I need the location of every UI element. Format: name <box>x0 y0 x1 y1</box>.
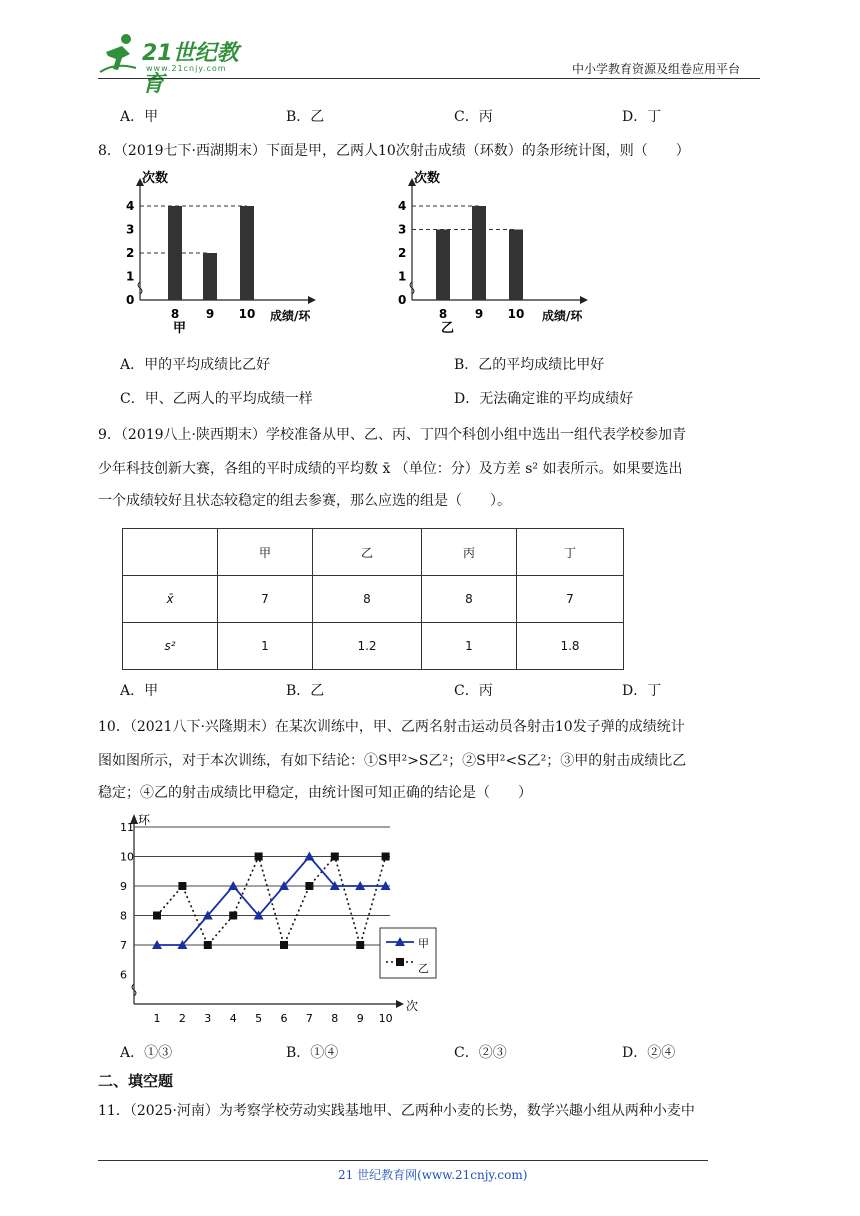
q8-stem: 8．（2019七下·西湖期末）下面是甲，乙两人10次射击成绩（环数）的条形统计图，则（ ） <box>98 143 690 159</box>
header-divider <box>98 78 760 79</box>
q9-option-a: A．甲 <box>120 683 159 699</box>
table-cell <box>123 529 218 576</box>
x-tick-label: 9 <box>474 307 484 321</box>
data-point-yi <box>255 853 263 861</box>
y-axis-label: 环 <box>138 813 151 827</box>
q7-option-b: B．乙 <box>286 109 325 125</box>
q11-stem: 11．（2025·河南）为考察学校劳动实践基地甲、乙两种小麦的长势，数学兴趣小组从两种小麦中 <box>98 1103 695 1119</box>
legend-marker-yi <box>396 958 404 966</box>
x-tick-label: 9 <box>356 1012 364 1025</box>
y-tick-label: 2 <box>126 246 135 260</box>
x-tick-label: 5 <box>255 1012 263 1025</box>
q8-option-d: D．无法确定谁的平均成绩好 <box>454 391 634 407</box>
q10-option-d: D．②④ <box>622 1045 676 1061</box>
table-header-cell: 乙 <box>313 529 422 576</box>
legend-label-yi: 乙 <box>418 962 429 975</box>
x-tick-label: 8 <box>170 307 180 321</box>
q9-table <box>122 528 624 670</box>
q9-stem-line2: 少年科技创新大赛，各组的平时成绩的平均数 x̄ （单位：分）及方差 s² 如表所示。如果要选出 <box>98 461 683 477</box>
q10-stem-line2: 图如图所示，对于本次训练，有如下结论：①S甲²>S乙²；②S甲²<S乙²；③甲的射击成绩比乙 <box>98 753 687 769</box>
q10-stem-line1: 10．（2021八下·兴隆期末）在某次训练中，甲、乙两名射击运动员各射击10发子弹的成绩统计 <box>98 719 685 735</box>
q10-option-c: C．②③ <box>454 1045 507 1061</box>
runner-logo-icon <box>96 32 140 76</box>
bar-chart-jia <box>110 166 350 336</box>
footer-divider <box>98 1160 708 1161</box>
y-tick-label: 3 <box>398 222 407 237</box>
bar-chart-yi <box>382 166 622 336</box>
q8-option-a: A．甲的平均成绩比乙好 <box>120 357 271 373</box>
data-point-yi <box>153 912 161 920</box>
x-tick-label: 10 <box>238 307 256 321</box>
table-row <box>123 529 624 576</box>
bar <box>168 206 182 300</box>
y-tick-label: 4 <box>398 199 407 213</box>
y-tick-label: 0 <box>126 293 135 307</box>
x-tick-label: 10 <box>507 307 525 321</box>
line-chart-shooting <box>112 808 442 1028</box>
chart-caption: 甲 <box>173 321 187 336</box>
q10-option-b: B．①④ <box>286 1045 339 1061</box>
data-point-yi <box>280 941 288 949</box>
y-tick-label: 10 <box>120 850 134 864</box>
table-cell: 1.8 <box>517 623 624 670</box>
data-point-yi <box>229 912 237 920</box>
q9-stem-line3: 一个成绩较好且状态较稳定的组去参赛，那么应选的组是（ ）。 <box>98 493 511 509</box>
x-tick-label: 8 <box>438 307 448 321</box>
table-row-label: x̄ <box>123 576 218 623</box>
y-tick-label: 8 <box>120 909 127 923</box>
bar <box>203 253 217 300</box>
q7-option-a: A．甲 <box>120 109 159 125</box>
table-cell: 8 <box>313 576 422 623</box>
y-tick-label: 7 <box>120 939 127 952</box>
q9-option-c: C．丙 <box>454 683 493 699</box>
x-tick-label: 10 <box>378 1012 393 1025</box>
data-point-yi <box>356 941 364 949</box>
table-cell: 8 <box>422 576 517 623</box>
header-platform-name: 中小学教育资源及组卷应用平台 <box>572 62 741 76</box>
x-tick-label: 2 <box>178 1012 186 1025</box>
footer-text: 21 世纪教育网(www.21cnjy.com) <box>338 1168 528 1182</box>
q9-stem-line1: 9．（2019八上·陕西期末）学校准备从甲、乙、丙、丁四个科创小组中选出一组代表学校参加青 <box>98 427 686 443</box>
table-cell: 1 <box>422 623 517 670</box>
bar <box>472 206 486 300</box>
y-tick-label: 0 <box>398 293 407 307</box>
y-tick-label: 2 <box>398 246 407 260</box>
y-axis-label: 次数 <box>142 171 169 186</box>
q9-option-b: B．乙 <box>286 683 325 699</box>
table-header-cell: 甲 <box>218 529 313 576</box>
table-header-cell: 丁 <box>517 529 624 576</box>
x-tick-label: 8 <box>331 1012 339 1025</box>
x-axis-arrow <box>396 1000 404 1008</box>
series-line-jia <box>157 857 386 946</box>
data-point-yi <box>204 941 212 949</box>
y-axis-label: 次数 <box>414 171 441 186</box>
q8-option-c: C．甲、乙两人的平均成绩一样 <box>120 391 313 407</box>
table-cell: 7 <box>517 576 624 623</box>
q10-stem-line3: 稳定；④乙的射击成绩比甲稳定，由统计图可知正确的结论是（ ） <box>98 785 532 801</box>
chart-caption: 乙 <box>441 321 455 336</box>
y-tick-label: 3 <box>126 222 135 237</box>
section-title: 二、填空题 <box>98 1072 174 1090</box>
x-tick-label: 4 <box>229 1012 237 1025</box>
x-tick-label: 6 <box>280 1012 288 1025</box>
table-cell: 1 <box>218 623 313 670</box>
x-tick-label: 9 <box>205 307 215 321</box>
bar <box>240 206 254 300</box>
q9-option-d: D．丁 <box>622 683 662 699</box>
x-axis-label: 次 <box>406 999 419 1013</box>
x-axis-arrow <box>308 296 316 304</box>
x-tick-label: 1 <box>153 1012 161 1025</box>
table-cell: 7 <box>218 576 313 623</box>
bar <box>436 230 450 301</box>
table-header-cell: 丙 <box>422 529 517 576</box>
x-tick-label: 7 <box>305 1012 313 1025</box>
q7-option-d: D．丁 <box>622 109 662 125</box>
q10-option-a: A．①③ <box>120 1045 173 1061</box>
logo-url: www.21cnjy.com <box>146 64 227 73</box>
data-point-yi <box>305 882 313 890</box>
table-row-label: s² <box>123 623 218 670</box>
logo-text: 21世纪教育 <box>142 41 239 97</box>
x-axis-arrow <box>580 296 588 304</box>
q8-option-b: B．乙的平均成绩比甲好 <box>454 357 605 373</box>
y-tick-label: 6 <box>120 968 127 982</box>
y-tick-label: 11 <box>120 821 134 834</box>
y-tick-label: 4 <box>126 199 135 213</box>
x-tick-label: 3 <box>204 1012 212 1025</box>
x-axis-label: 成绩/环 <box>542 309 583 323</box>
x-axis-label: 成绩/环 <box>270 309 311 323</box>
q7-option-c: C．丙 <box>454 109 493 125</box>
table-row <box>123 623 624 670</box>
table-cell: 1.2 <box>313 623 422 670</box>
y-tick-label: 9 <box>120 880 127 893</box>
legend-label-jia: 甲 <box>418 937 429 950</box>
y-tick-label: 1 <box>398 269 407 284</box>
bar <box>509 230 523 301</box>
y-tick-label: 1 <box>126 269 135 284</box>
data-point-yi <box>331 853 339 861</box>
logo <box>96 30 256 97</box>
table-row <box>123 576 624 623</box>
data-point-yi <box>178 882 186 890</box>
data-point-yi <box>382 853 390 861</box>
